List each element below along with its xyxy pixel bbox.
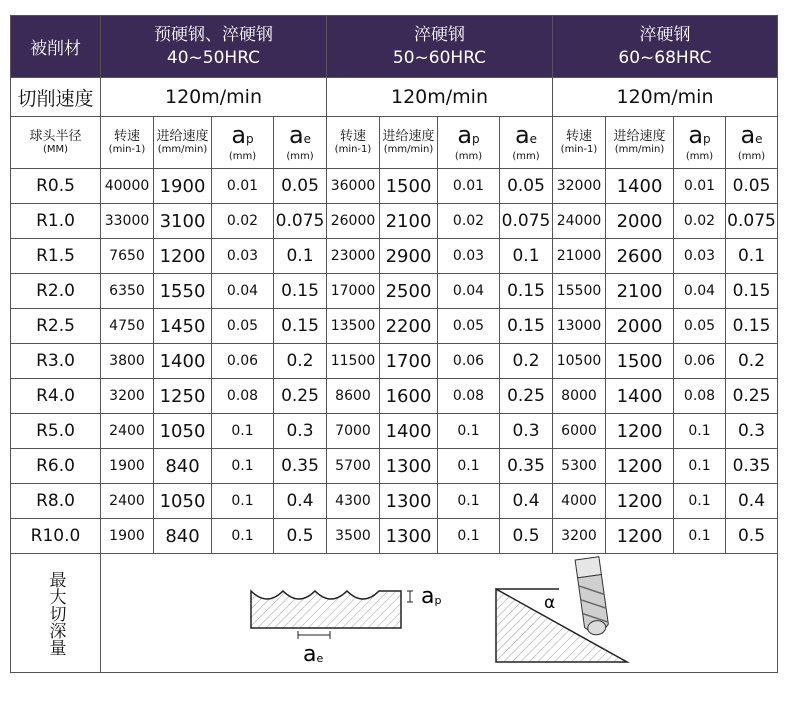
ap-cell: 0.1 <box>438 484 500 519</box>
column-header-row <box>11 117 778 169</box>
group-3-hardness: 60~68HRC <box>618 47 712 68</box>
radius-cell: R2.0 <box>11 274 101 309</box>
rpm-header <box>327 117 380 169</box>
ae-cell: 0.05 <box>726 169 778 204</box>
ap-cell: 0.02 <box>674 204 726 239</box>
ap-unit: (mm) <box>454 150 483 162</box>
rpm-unit: (min-1) <box>108 144 146 155</box>
ap-cell: 0.1 <box>438 519 500 554</box>
material-header: 被削材 <box>11 16 101 78</box>
feed-cell: 1200 <box>606 449 674 484</box>
ae-unit: (mm) <box>286 150 314 162</box>
feed-cell: 1400 <box>606 379 674 414</box>
ae-header <box>500 117 553 169</box>
rpm-cell: 3800 <box>101 344 154 379</box>
rpm-label: 转速 <box>113 129 140 144</box>
rpm-cell: 13000 <box>553 309 606 344</box>
table-row <box>11 309 778 344</box>
max-depth-diagram-cell <box>101 554 778 673</box>
table-row <box>11 449 778 484</box>
feed-cell: 1550 <box>154 274 212 309</box>
rpm-cell: 4300 <box>327 484 380 519</box>
feed-label: 进给速度 <box>382 129 435 144</box>
ae-header <box>726 117 778 169</box>
group-header-2 <box>327 16 553 78</box>
radius-header <box>11 117 101 169</box>
ae-cell: 0.25 <box>274 379 327 414</box>
feed-cell: 1250 <box>154 379 212 414</box>
rpm-cell: 10500 <box>553 344 606 379</box>
feed-cell: 1700 <box>380 344 438 379</box>
ae-unit: (mm) <box>737 150 766 162</box>
max-depth-label: 最大切深量 <box>45 570 66 656</box>
radius-cell: R1.5 <box>11 239 101 274</box>
ae-cell: 0.075 <box>500 204 553 239</box>
rpm-cell: 5300 <box>553 449 606 484</box>
ae-symbol: ae <box>514 120 538 149</box>
rpm-cell: 2400 <box>101 484 154 519</box>
ap-header <box>438 117 500 169</box>
table-row <box>11 414 778 449</box>
ae-cell: 0.15 <box>500 309 553 344</box>
rpm-cell: 15500 <box>553 274 606 309</box>
ae-header <box>274 117 327 169</box>
rpm-cell: 7650 <box>101 239 154 274</box>
group-2-hardness: 50~60HRC <box>392 47 487 68</box>
rpm-cell: 3200 <box>553 519 606 554</box>
rpm-cell: 36000 <box>327 169 380 204</box>
radius-cell: R3.0 <box>11 344 101 379</box>
ae-cell: 0.05 <box>500 169 553 204</box>
ap-cell: 0.03 <box>438 239 500 274</box>
rpm-cell: 1900 <box>101 519 154 554</box>
table-row <box>11 239 778 274</box>
radius-cell: R8.0 <box>11 484 101 519</box>
ae-cell: 0.35 <box>726 449 778 484</box>
rpm-cell: 1900 <box>101 449 154 484</box>
ap-cell: 0.04 <box>438 274 500 309</box>
ap-cell: 0.06 <box>438 344 500 379</box>
group-2-name: 淬硬钢 <box>414 24 465 45</box>
ap-cell: 0.01 <box>212 169 274 204</box>
radius-cell: R10.0 <box>11 519 101 554</box>
ap-cell: 0.06 <box>212 344 274 379</box>
rpm-header <box>101 117 154 169</box>
rpm-label: 转速 <box>565 129 592 144</box>
data-rows <box>11 169 778 554</box>
ap-cell: 0.02 <box>438 204 500 239</box>
ap-cell: 0.1 <box>674 449 726 484</box>
feed-cell: 1300 <box>380 519 438 554</box>
table-row <box>11 379 778 414</box>
feed-cell: 1500 <box>606 344 674 379</box>
feed-header <box>154 117 212 169</box>
ae-cell: 0.35 <box>274 449 327 484</box>
feed-cell: 1050 <box>154 484 212 519</box>
group-header-3 <box>553 16 778 78</box>
rpm-cell: 26000 <box>327 204 380 239</box>
group-1-hardness: 40~50HRC <box>166 47 261 68</box>
ap-symbol: ap <box>688 120 711 149</box>
feed-cell: 1300 <box>380 484 438 519</box>
table-row <box>11 169 778 204</box>
ap-cell: 0.1 <box>212 449 274 484</box>
feed-cell: 2000 <box>606 309 674 344</box>
group-1-name: 预硬钢、淬硬钢 <box>154 24 273 45</box>
ae-cell: 0.5 <box>500 519 553 554</box>
ball-end-mill-icon <box>575 557 609 637</box>
feed-cell: 1600 <box>380 379 438 414</box>
feed-unit: (mm/min) <box>383 144 434 155</box>
rpm-unit: (min-1) <box>560 144 598 155</box>
ap-cell: 0.04 <box>674 274 726 309</box>
feed-cell: 2000 <box>606 204 674 239</box>
feed-label: 进给速度 <box>156 129 209 144</box>
rpm-cell: 24000 <box>553 204 606 239</box>
ae-cell: 0.15 <box>274 309 327 344</box>
feed-unit: (mm/min) <box>614 144 665 155</box>
rpm-cell: 32000 <box>553 169 606 204</box>
feed-cell: 1200 <box>606 519 674 554</box>
ap-cell: 0.08 <box>674 379 726 414</box>
ap-header <box>212 117 274 169</box>
feed-cell: 1500 <box>380 169 438 204</box>
feed-cell: 2200 <box>380 309 438 344</box>
ae-label: ae <box>303 642 324 667</box>
rpm-cell: 3200 <box>101 379 154 414</box>
rpm-cell: 4750 <box>101 309 154 344</box>
cutting-speed-1: 120m/min <box>101 78 327 117</box>
ap-header <box>674 117 726 169</box>
rpm-cell: 40000 <box>101 169 154 204</box>
ae-cell: 0.075 <box>726 204 778 239</box>
rpm-cell: 8000 <box>553 379 606 414</box>
feed-cell: 2500 <box>380 274 438 309</box>
rpm-cell: 7000 <box>327 414 380 449</box>
ap-unit: (mm) <box>685 150 714 162</box>
feed-cell: 2900 <box>380 239 438 274</box>
cutting-speed-label: 切削速度 <box>11 78 101 117</box>
ae-cell: 0.15 <box>726 274 778 309</box>
feed-label: 进给速度 <box>613 129 666 144</box>
feed-cell: 1400 <box>154 344 212 379</box>
rpm-label: 转速 <box>339 129 366 144</box>
ap-cell: 0.03 <box>674 239 726 274</box>
rpm-cell: 23000 <box>327 239 380 274</box>
feed-cell: 3100 <box>154 204 212 239</box>
ae-cell: 0.05 <box>274 169 327 204</box>
max-depth-diagram <box>101 555 777 671</box>
rpm-cell: 5700 <box>327 449 380 484</box>
ap-label: ap <box>421 584 442 609</box>
ae-cell: 0.1 <box>500 239 553 274</box>
ap-cell: 0.08 <box>212 379 274 414</box>
ap-cell: 0.1 <box>212 519 274 554</box>
header-row <box>11 16 778 78</box>
radius-cell: R1.0 <box>11 204 101 239</box>
ap-cell: 0.06 <box>674 344 726 379</box>
ae-cell: 0.3 <box>500 414 553 449</box>
ap-cell: 0.1 <box>674 519 726 554</box>
group-3-name: 淬硬钢 <box>639 24 691 45</box>
feed-cell: 1050 <box>154 414 212 449</box>
ap-cell: 0.05 <box>674 309 726 344</box>
ap-cell: 0.1 <box>674 484 726 519</box>
rpm-cell: 4000 <box>553 484 606 519</box>
rpm-unit: (min-1) <box>334 144 372 155</box>
ae-cell: 0.5 <box>274 519 327 554</box>
rpm-cell: 8600 <box>327 379 380 414</box>
feed-cell: 2100 <box>606 274 674 309</box>
radius-cell: R6.0 <box>11 449 101 484</box>
ae-cell: 0.3 <box>274 414 327 449</box>
cutting-speed-row <box>11 78 778 117</box>
ap-cell: 0.01 <box>674 169 726 204</box>
ae-cell: 0.1 <box>726 239 778 274</box>
ae-cell: 0.15 <box>726 309 778 344</box>
max-depth-label-cell <box>11 554 101 673</box>
alpha-label: α <box>544 593 556 613</box>
ae-cell: 0.5 <box>726 519 778 554</box>
ap-cell: 0.05 <box>212 309 274 344</box>
radius-cell: R2.5 <box>11 309 101 344</box>
ap-cell: 0.1 <box>212 484 274 519</box>
table-row <box>11 344 778 379</box>
ae-cell: 0.4 <box>500 484 553 519</box>
ap-cell: 0.1 <box>674 414 726 449</box>
ap-symbol: ap <box>457 120 480 149</box>
table-row <box>11 519 778 554</box>
feed-cell: 1900 <box>154 169 212 204</box>
ae-cell: 0.15 <box>500 274 553 309</box>
group-header-1 <box>101 16 327 78</box>
cutting-speed-2: 120m/min <box>327 78 553 117</box>
radius-unit: (MM) <box>42 144 69 155</box>
ae-cell: 0.15 <box>274 274 327 309</box>
radius-label: 球头半径 <box>29 129 82 144</box>
max-depth-row <box>11 554 778 673</box>
feed-cell: 840 <box>154 449 212 484</box>
feed-header <box>380 117 438 169</box>
feed-cell: 2100 <box>380 204 438 239</box>
ae-cell: 0.2 <box>500 344 553 379</box>
feed-cell: 1300 <box>380 449 438 484</box>
ae-cell: 0.1 <box>274 239 327 274</box>
rpm-cell: 11500 <box>327 344 380 379</box>
cutting-speed-3: 120m/min <box>553 78 778 117</box>
feed-cell: 1400 <box>606 169 674 204</box>
scallop-workpiece <box>251 591 401 628</box>
ae-cell: 0.25 <box>726 379 778 414</box>
feed-cell: 1450 <box>154 309 212 344</box>
rpm-cell: 6000 <box>553 414 606 449</box>
ap-cell: 0.08 <box>438 379 500 414</box>
feed-cell: 840 <box>154 519 212 554</box>
rpm-cell: 33000 <box>101 204 154 239</box>
ae-unit: (mm) <box>512 150 540 162</box>
ap-cell: 0.01 <box>438 169 500 204</box>
cutting-parameters-table <box>10 15 778 673</box>
ap-cell: 0.03 <box>212 239 274 274</box>
ae-cell: 0.2 <box>726 344 778 379</box>
rpm-cell: 17000 <box>327 274 380 309</box>
ap-symbol: ap <box>231 120 254 149</box>
table-row <box>11 484 778 519</box>
ae-cell: 0.4 <box>274 484 327 519</box>
radius-cell: R4.0 <box>11 379 101 414</box>
ae-cell: 0.075 <box>274 204 327 239</box>
rpm-header <box>553 117 606 169</box>
radius-cell: R5.0 <box>11 414 101 449</box>
rpm-cell: 3500 <box>327 519 380 554</box>
ap-cell: 0.1 <box>438 449 500 484</box>
ap-unit: (mm) <box>228 150 257 162</box>
ae-cell: 0.2 <box>274 344 327 379</box>
ap-cell: 0.02 <box>212 204 274 239</box>
feed-cell: 1200 <box>154 239 212 274</box>
rpm-cell: 6350 <box>101 274 154 309</box>
ae-cell: 0.35 <box>500 449 553 484</box>
rpm-cell: 13500 <box>327 309 380 344</box>
ap-cell: 0.05 <box>438 309 500 344</box>
feed-cell: 2600 <box>606 239 674 274</box>
ap-cell: 0.1 <box>438 414 500 449</box>
ae-cell: 0.4 <box>726 484 778 519</box>
ap-dimension <box>407 591 413 602</box>
table-row <box>11 204 778 239</box>
feed-header <box>606 117 674 169</box>
rpm-cell: 2400 <box>101 414 154 449</box>
feed-cell: 1200 <box>606 414 674 449</box>
ap-cell: 0.04 <box>212 274 274 309</box>
radius-cell: R0.5 <box>11 169 101 204</box>
ae-cell: 0.25 <box>500 379 553 414</box>
ae-symbol: ae <box>288 120 312 149</box>
feed-cell: 1200 <box>606 484 674 519</box>
feed-cell: 1400 <box>380 414 438 449</box>
rpm-cell: 21000 <box>553 239 606 274</box>
ap-cell: 0.1 <box>212 414 274 449</box>
ae-cell: 0.3 <box>726 414 778 449</box>
ae-dimension <box>298 631 330 639</box>
feed-unit: (mm/min) <box>157 144 208 155</box>
table-row <box>11 274 778 309</box>
ae-symbol: ae <box>740 120 763 149</box>
